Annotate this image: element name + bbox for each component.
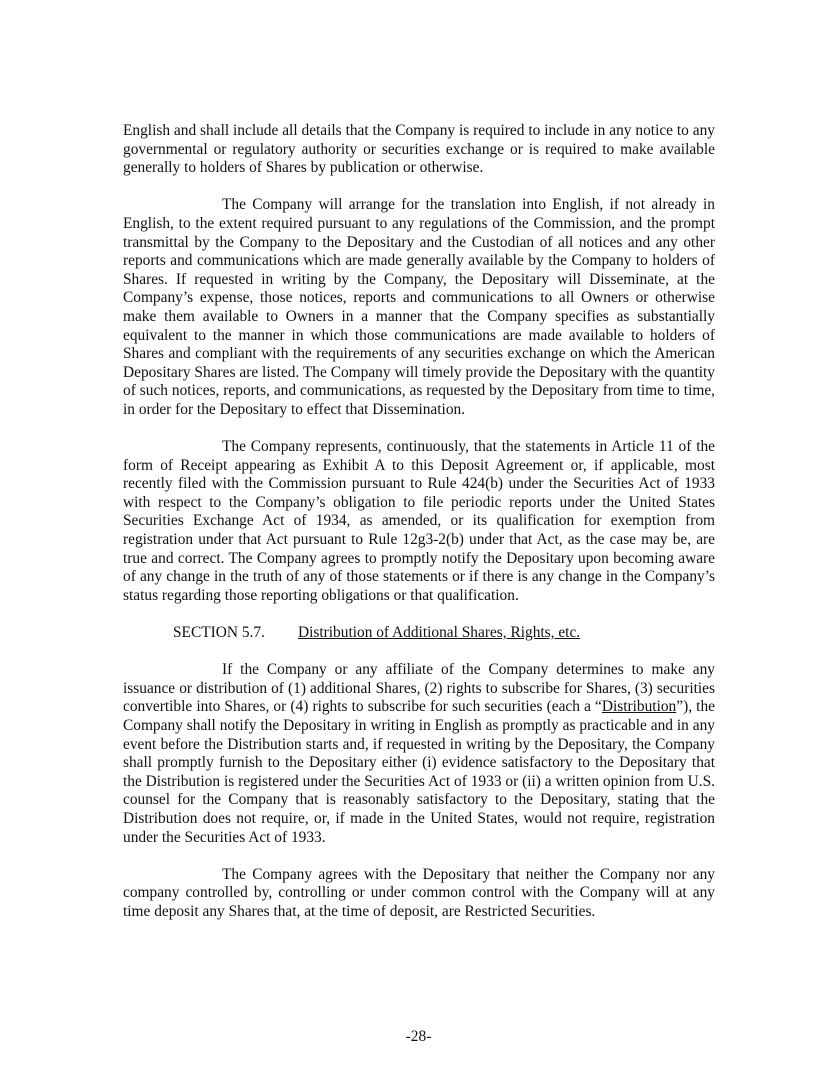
paragraph-company-representations: The Company represents, continuously, that the statements in Article 11 of the form of Receipt appearing as Exhibit A to this Deposit Agreement or, if applicable, most recently filed with the Commission pursuant to Rule 424(b) under the Securities Act of 1933 with respect to the Company’s obligation to file periodic reports under the United States Securities Exchange Act of 1934, as amended, or its qualification for exemption from registration under that Act pursuant to Rule 12g3-2(b) under that Act, as the case may be, are true and correct. The Company agrees to promptly notify the Depositary upon becoming aware of any change in the truth of any of those statements or if there is any change in the Company’s status regarding those reporting obligations or that qualification. xyxy=(123,438,715,604)
paragraph-translation-dissemination: The Company will arrange for the translation into English, if not already in English, to the extent required pursuant to any regulations of the Commission, and the prompt transmittal by the Company to the Depositary and the Custodian of all notices and any other reports and communications which are made generally available by the Company to holders of Shares. If requested in writing by the Company, the Depositary will Disseminate, at the Company’s expense, those notices, reports and communications to all Owners or otherwise make them available to Owners in a manner that the Company specifies as substantially equivalent to the manner in which those communications are made available to holders of Shares and compliant with the requirements of any securities exchange on which the American Depositary Shares are listed. The Company will timely provide the Depositary with the quantity of such notices, reports, and communications, as requested by the Depositary from time to time, in order for the Depositary to effect that Dissemination. xyxy=(123,196,715,418)
section-title: Distribution of Additional Shares, Rights, etc. xyxy=(298,624,581,642)
paragraph-restricted-securities: The Company agrees with the Depositary that neither the Company nor any company controlled by, controlling or under common control with the Company will at any time deposit any Shares that, at the time of deposit, are Restricted Securities. xyxy=(123,865,715,920)
paragraph-notice-details: English and shall include all details that the Company is required to include in any notice to any governmental or regulatory authority or securities exchange or is required to make available generally to holders of Shares by publication or otherwise. xyxy=(123,122,715,177)
defined-term-distribution: Distribution xyxy=(601,698,677,716)
paragraph-distribution-text-start: If the Company or any affiliate of the Company determines to make any issuance or distribution of (1) additional Shares, (2) rights to subscribe for Shares, (3) securities convertible into Shares, or (4) rights to subscribe for such securities (each a “ xyxy=(123,661,715,716)
section-number: SECTION 5.7. xyxy=(173,624,265,642)
paragraph-distribution-notice xyxy=(123,661,715,847)
document-body xyxy=(123,122,715,922)
paragraph-distribution-text-end: ”), the Company shall notify the Depositary in writing in English as promptly as practicable and in any event before the Distribution starts and, if requested in writing by the Depositary, the Company shall promptly furnish to the Depositary either (i) evidence satisfactory to the Depositary that the Distribution is registered under the Securities Act of 1933 or (ii) a written opinion from U.S. counsel for the Company that is reasonably satisfactory to the Depositary, stating that the Distribution does not require, or, if made in the United States, would not require, registration under the Securities Act of 1933. xyxy=(123,698,715,846)
page-number: -28- xyxy=(405,1028,432,1045)
section-heading xyxy=(123,624,715,643)
